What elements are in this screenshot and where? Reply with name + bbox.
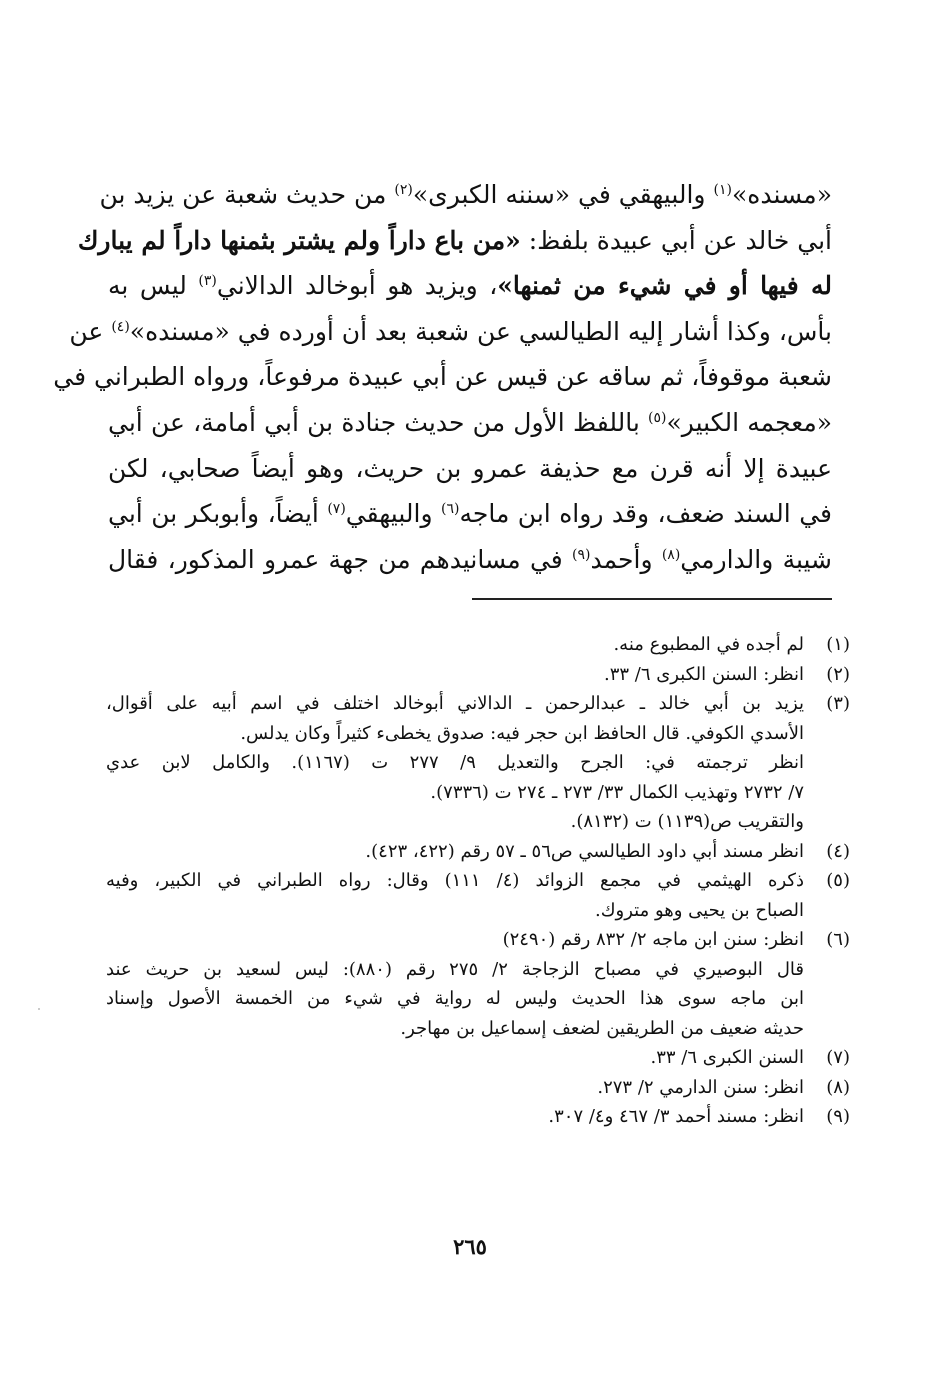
text-segment: أبي خالد عن أبي عبيدة بلفظ:	[520, 225, 832, 255]
footnote-7	[106, 1043, 850, 1073]
footnote-number: (٦)	[826, 929, 850, 950]
footnote-text: يزيد بن أبي خالد ـ عبدالرحمن ـ الدالاني أبوخالد اختلف في اسم أبيه على أقوال،	[106, 693, 804, 714]
footnote-text: قال البوصيري في مصباح الزجاجة ٢/ ٢٧٥ رقم (٨٨٠): ليس لسعيد بن حريث عند	[106, 958, 804, 980]
footnote-8	[106, 1073, 850, 1103]
footnote-number: (٤)	[826, 840, 850, 862]
hadith-quote: له فيها أو في شيء من ثمنها»	[497, 271, 832, 301]
footnote-ref[interactable]: (٦)	[441, 501, 460, 518]
text-segment: وأحمد	[590, 544, 662, 574]
text-segment: ليس به	[108, 271, 199, 301]
text-segment: بأس، وكذا أشار إليه الطيالسي عن شعبة بعد أن أورده في «مسنده»	[129, 316, 832, 346]
page-number: ٢٦٥	[453, 1234, 487, 1259]
footnote-ref[interactable]: (٥)	[648, 409, 667, 426]
footnote-number: (١)	[826, 634, 850, 655]
text-segment: في مسانيدهم من جهة عمرو المذكور، فقال	[108, 544, 573, 574]
scan-speck	[38, 1008, 40, 1010]
footnote-2	[106, 660, 850, 690]
footnote-6-continuation	[106, 955, 850, 1044]
text-segment: والبيهقي	[345, 499, 441, 529]
footnote-text: انظر ترجمته في: الجرح والتعديل ٩/ ٢٧٧ ت (١١٦٧). والكامل لابن عدي	[106, 752, 804, 773]
footnotes	[106, 630, 850, 1132]
footnote-4	[106, 837, 850, 867]
main-line-8	[108, 491, 832, 537]
footnote-5	[106, 866, 850, 925]
footnote-number: (٩)	[826, 1106, 850, 1127]
footnote-3	[106, 689, 850, 748]
footnote-3-tail	[106, 807, 850, 837]
footnote-3-continuation	[106, 748, 850, 807]
footnote-ref[interactable]: (٤)	[111, 318, 130, 335]
text-segment: والبيهقي في «سننه الكبرى»	[412, 180, 714, 209]
main-line-9	[108, 537, 832, 583]
text-segment: في السند ضعف، وقد رواه ابن ماجه	[459, 499, 832, 529]
footnote-text: ابن ماجه سوى هذا الحديث وليس له رواية في شيء من الخمسة الأصول وإسناد	[106, 988, 804, 1009]
footnote-text: انظر: سنن الدارمي ٢/ ٢٧٣.	[597, 1076, 804, 1098]
footnote-ref[interactable]: (٣)	[198, 273, 217, 290]
footnote-ref[interactable]: (٢)	[394, 182, 413, 198]
main-line-4	[69, 309, 832, 355]
main-text	[53, 172, 833, 582]
footnote-text: السنن الكبرى ٦/ ٣٣.	[650, 1047, 804, 1068]
footnote-6	[106, 925, 850, 955]
main-line-3	[108, 263, 832, 309]
main-line-6	[108, 400, 832, 446]
main-line-2	[77, 218, 832, 264]
main-line-5: شعبة موقوفاً، ثم ساقه عن قيس عن أبي عبيدة مرفوعاً، ورواه الطبراني في	[53, 362, 832, 392]
text-segment: من حديث شعبة عن يزيد بن	[99, 180, 395, 209]
main-line-1	[99, 172, 832, 218]
hadith-quote: «من باع داراً ولم يشتر بثمنها داراً لم يبارك	[77, 225, 521, 255]
footnote-separator	[472, 598, 832, 600]
footnote-text: انظر مسند أبي داود الطيالسي ص٥٦ ـ ٥٧ رقم (٤٢٢، ٤٢٣).	[365, 840, 804, 862]
footnote-text: ٧/ ٢٧٣٢ وتهذيب الكمال ٣٣/ ٢٧٣ ـ ٢٧٤ ت (٧٣٣٦).	[430, 781, 804, 803]
footnote-text: انظر: سنن ابن ماجه ٢/ ٨٣٢ رقم (٢٤٩٠)	[502, 929, 804, 950]
footnote-number: (٥)	[826, 870, 850, 891]
text-segment: ، ويزيد هو أبوخالد الدالاني	[216, 271, 498, 301]
footnote-text: انظر: مسند أحمد ٣/ ٤٦٧ و٤/ ٣٠٧.	[548, 1106, 804, 1127]
footnote-number: (٢)	[826, 663, 850, 685]
text-segment: «معجمه الكبير»	[666, 407, 833, 437]
footnote-ref[interactable]: (٧)	[327, 501, 346, 518]
text-segment: باللفظ الأول من حديث جنادة بن أبي أمامة، عن أبي	[108, 407, 649, 437]
footnote-text: لم أجده في المطبوع منه.	[613, 634, 804, 655]
footnote-text: انظر: السنن الكبرى ٦/ ٣٣.	[603, 663, 804, 685]
footnote-text: والتقريب ص(١١٣٩) ت (٨١٣٢).	[570, 811, 804, 832]
text-segment: شيبة والدارمي	[680, 544, 833, 574]
footnote-number: (٣)	[826, 693, 850, 714]
footnote-ref[interactable]: (١)	[713, 182, 732, 198]
text-segment: «مسنده»	[731, 180, 832, 209]
text-segment: عن	[69, 316, 112, 346]
footnote-number: (٧)	[826, 1047, 850, 1068]
footnote-text: الأسدي الكوفي. قال الحافظ ابن حجر فيه: صدوق يخطىء كثيراً وكان يدلس.	[240, 722, 804, 744]
footnote-ref[interactable]: (٨)	[661, 546, 681, 563]
text-segment: أيضاً، وأبوبكر بن أبي	[108, 499, 328, 529]
footnote-9	[106, 1102, 850, 1132]
footnote-text: ذكره الهيثمي في مجمع الزوائد (٤/ ١١١) وقال: رواه الطبراني في الكبير، وفيه	[106, 870, 804, 891]
footnote-1	[106, 630, 850, 660]
footnote-text: حديثه ضعيف من الطريقين لضعف إسماعيل بن مهاجر.	[400, 1017, 804, 1039]
footnote-text: الصباح بن يحيى وهو متروك.	[594, 899, 804, 921]
footnote-ref[interactable]: (٩)	[572, 546, 591, 563]
main-line-7: عبيدة إلا أنه قرن مع حذيفة عمرو بن حريث، وهو أيضاً صحابي، لكن	[108, 453, 832, 483]
footnote-number: (٨)	[826, 1076, 850, 1098]
